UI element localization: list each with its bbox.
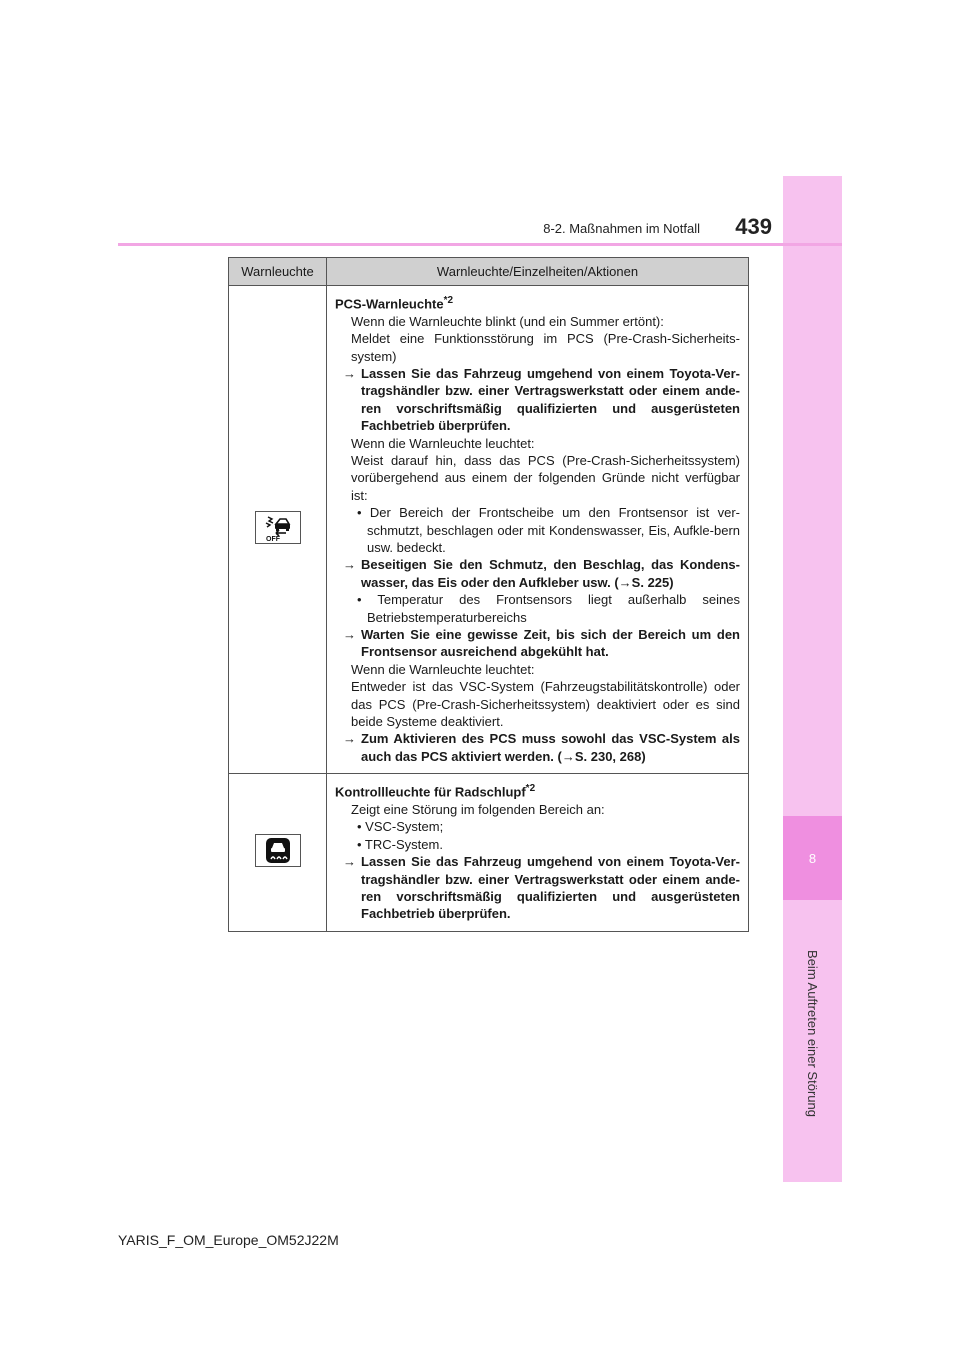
section-title: 8-2. Maßnahmen im Notfall: [543, 221, 700, 236]
col-header-warning-light: Warnleuchte: [229, 258, 327, 286]
slip-indicator-icon: [255, 834, 301, 867]
text-line: Meldet eine Funktionsstörung im PCS (Pre-Crash-Sicherheits-system): [351, 331, 740, 364]
action-line: → Beseitigen Sie den Schmutz, den Beschlag, das Kondens-wasser, das Eis oder den Aufkleber usw. (→S. 225): [343, 557, 740, 590]
text-line: Entweder ist das VSC-System (Fahrzeugstabilitätskontrolle) oder das PCS (Pre-Crash-Sicherheitssystem) deaktiviert oder es sind beide Systeme deaktiviert.: [351, 679, 740, 730]
chapter-title: Beim Auftreten einer Störung: [804, 949, 820, 1117]
chapter-title-box: [800, 908, 824, 1158]
action-line: → Warten Sie eine gewisse Zeit, bis sich der Bereich um den Frontsensor ausreichend abgekühlt hat.: [343, 627, 740, 660]
chapter-number: 8: [808, 850, 817, 866]
arrow-right-icon: →: [343, 731, 356, 747]
pcs-off-label: OFF: [265, 535, 280, 543]
arrow-right-icon: →: [343, 854, 356, 870]
col-header-details: Warnleuchte/Einzelheiten/Aktionen: [327, 258, 749, 286]
warning-light-table: [228, 257, 749, 932]
header-rule: [118, 243, 842, 246]
bullet-item: • VSC-System;: [357, 819, 444, 835]
text-line: Zeigt eine Störung im folgenden Bereich an:: [351, 802, 605, 818]
slip-title: Kontrollleuchte für Radschlupf$^{*2}$: [335, 783, 536, 800]
action-line: → Lassen Sie das Fahrzeug umgehend von einem Toyota-Ver-tragshändler bzw. einer Vertragswerkstatt oder einem ande-ren vorschriftsmäßig qualifizierten und ausgerüsteten Fachbetrieb überprüfen.: [343, 854, 740, 922]
bullet-item: • Der Bereich der Frontscheibe um den Frontsensor ist ver-schmutzt, beschlagen oder mit Kondenswasser, Eis, Aufkle-bern usw. bedeckt.: [357, 505, 740, 556]
text-line: Wenn die Warnleuchte leuchtet:: [351, 435, 535, 451]
details-cell-slip: [327, 774, 749, 932]
icon-cell: [229, 774, 327, 932]
details-cell-pcs: [327, 286, 749, 774]
table-header-row: [229, 258, 749, 286]
table-row-slip: [229, 774, 749, 932]
text-line: Wenn die Warnleuchte blinkt (und ein Summer ertönt):: [351, 313, 664, 329]
arrow-right-icon: →: [343, 627, 356, 643]
chapter-number-box: [783, 816, 842, 900]
icon-cell: [229, 286, 327, 774]
table-row-pcs: [229, 286, 749, 774]
text-line: Weist darauf hin, dass das PCS (Pre-Crash-Sicherheitssystem) vorübergehend aus einem der folgenden Gründe nicht verfügbar ist:: [351, 452, 740, 503]
pcs-off-icon: [255, 511, 301, 544]
document-code: YARIS_F_OM_Europe_OM52J22M: [118, 1232, 339, 1248]
page-number: 439: [735, 214, 772, 239]
arrow-right-icon: →: [343, 365, 356, 381]
footnote-mark: *2: [443, 295, 454, 306]
bullet-item: • TRC-System.: [357, 836, 443, 852]
pcs-title: PCS-Warnleuchte$^{*2}$: [335, 295, 454, 312]
text-line: Wenn die Warnleuchte leuchtet:: [351, 661, 535, 677]
footnote-mark: *2: [525, 783, 536, 795]
action-line: → Zum Aktivieren des PCS muss sowohl das VSC-System als auch das PCS aktiviert werden. (→S. 230, 268): [343, 731, 740, 764]
bullet-item: • Temperatur des Frontsensors liegt außerhalb seines Betriebstemperaturbereichs: [357, 592, 740, 625]
arrow-right-icon: →: [343, 557, 356, 573]
action-line: → Lassen Sie das Fahrzeug umgehend von einem Toyota-Ver-tragshändler bzw. einer Vertragswerkstatt oder einem ande-ren vorschriftsmäßig qualifizierten und ausgerüsteten Fachbetrieb überprüfen.: [343, 365, 740, 434]
